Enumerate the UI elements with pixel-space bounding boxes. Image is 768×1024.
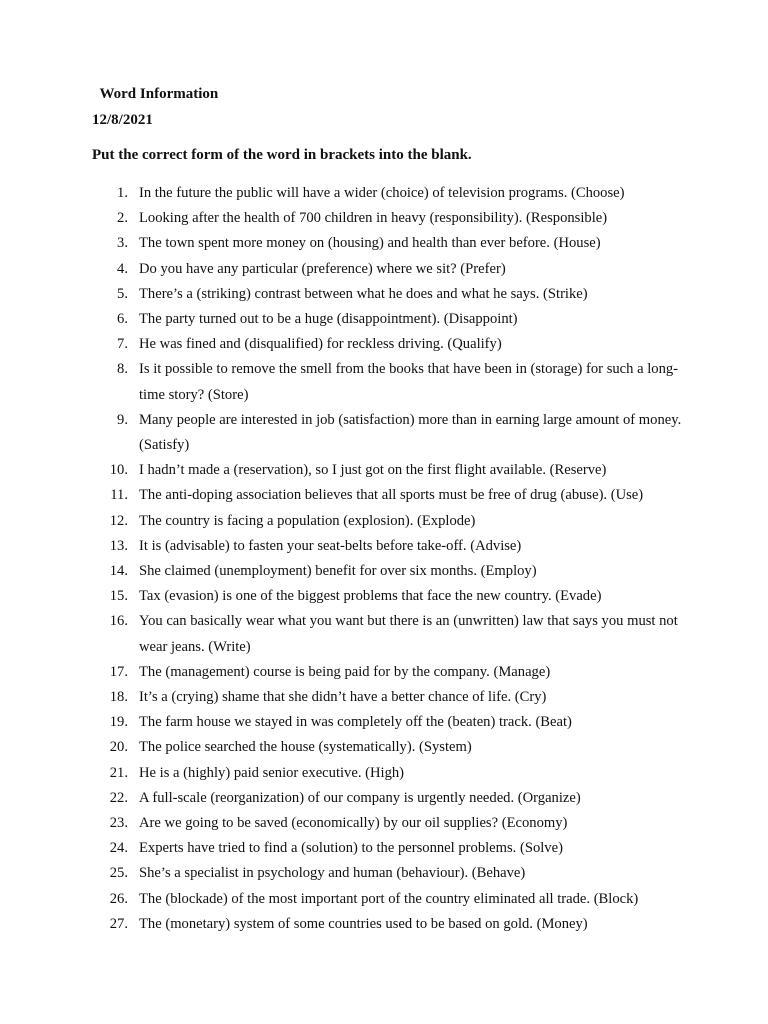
list-item: [0, 231, 684, 256]
list-item-number: 1.: [117, 185, 128, 201]
list-item-number: 19.: [109, 714, 128, 731]
list-item-text: She claimed (unemployment) benefit for over six months. (Employ): [139, 563, 537, 580]
document-date: 12/8/2021: [92, 112, 153, 128]
list-item-number: 3.: [117, 235, 128, 252]
list-item: [0, 735, 684, 760]
list-item: [0, 206, 684, 231]
list-item: [0, 811, 684, 836]
list-item-text: In the future the public will have a wider (choice) of television programs. (Choose): [139, 185, 625, 201]
list-item: [0, 912, 684, 937]
list-item-text: Are we going to be saved (economically) by our oil supplies? (Economy): [139, 815, 568, 832]
list-item: [0, 357, 684, 407]
list-item-text: Do you have any particular (preference) where we sit? (Prefer): [139, 260, 506, 277]
list-item-text: The (management) course is being paid for by the company. (Manage): [139, 663, 551, 680]
list-item-number: 22.: [109, 789, 128, 806]
list-item: [0, 332, 684, 357]
list-item-text: There’s a (striking) contrast between what he does and what he says. (Strike): [139, 285, 588, 302]
list-item-number: 8.: [117, 361, 128, 378]
list-item-number: 13.: [109, 537, 128, 554]
list-item-text: A full-scale (reorganization) of our company is urgently needed. (Organize): [139, 789, 581, 806]
list-item-number: 12.: [109, 512, 128, 529]
list-item-text: She’s a specialist in psychology and human (behaviour). (Behave): [139, 865, 526, 882]
list-item-text: He was fined and (disqualified) for reckless driving. (Qualify): [139, 336, 502, 353]
list-item-number: 27.: [109, 915, 128, 932]
exercise-list: [0, 181, 768, 937]
list-item-number: 6.: [117, 311, 128, 328]
list-item-text: The anti-doping association believes that all sports must be free of drug (abuse). (Use): [139, 487, 644, 504]
list-item-text: The country is facing a population (explosion). (Explode): [139, 512, 476, 529]
list-item-text: It’s a (crying) shame that she didn’t have a better chance of life. (Cry): [139, 689, 547, 706]
list-item-text: The (monetary) system of some countries used to be based on gold. (Money): [139, 915, 588, 932]
list-item: [0, 887, 684, 912]
list-item-number: 2.: [117, 210, 128, 227]
list-item-number: 24.: [109, 840, 128, 857]
list-item-number: 11.: [110, 487, 128, 504]
list-item-number: 21.: [109, 764, 128, 781]
list-item-text: The town spent more money on (housing) and health than ever before. (House): [139, 235, 601, 252]
list-item-number: 14.: [109, 563, 128, 580]
list-item: [0, 609, 684, 659]
list-item-number: 25.: [109, 865, 128, 882]
list-item-text: The party turned out to be a huge (disappointment). (Disappoint): [139, 311, 518, 328]
list-item-text: Looking after the health of 700 children in heavy (responsibility). (Responsible): [139, 210, 608, 227]
list-item-number: 18.: [109, 689, 128, 706]
list-item-text: The farm house we stayed in was completely off the (beaten) track. (Beat): [139, 714, 572, 731]
list-item-text: He is a (highly) paid senior executive. (High): [139, 764, 405, 781]
list-item-number: 20.: [109, 739, 128, 756]
list-item-text: You can basically wear what you want but there is an (unwritten) law that says you must not wear jeans. (Write): [139, 613, 678, 655]
list-item-number: 10.: [109, 462, 128, 479]
list-item-number: 5.: [117, 285, 128, 302]
list-item-number: 16.: [109, 613, 128, 630]
list-item-number: 7.: [117, 336, 128, 353]
list-item: [0, 408, 684, 458]
list-item: [0, 257, 684, 282]
list-item-text: Is it possible to remove the smell from the books that have been in (storage) for such a long-time story? (Store): [139, 361, 679, 403]
instruction-text: Put the correct form of the word in brackets into the blank.: [92, 147, 472, 163]
list-item-text: I hadn’t made a (reservation), so I just got on the first flight available. (Reserve): [139, 462, 607, 479]
list-item: [0, 761, 684, 786]
list-item-number: 15.: [109, 588, 128, 605]
list-item-text: Experts have tried to find a (solution) to the personnel problems. (Solve): [139, 840, 563, 857]
list-item: [0, 307, 684, 332]
list-item: [0, 861, 684, 886]
list-item: [0, 660, 684, 685]
list-item-text: The police searched the house (systematically). (System): [139, 739, 472, 756]
list-item: [0, 509, 684, 534]
list-item-text: The (blockade) of the most important port of the country eliminated all trade. (Block): [139, 890, 639, 907]
list-item-number: 26.: [109, 890, 128, 907]
list-item: [0, 685, 684, 710]
list-item-number: 4.: [117, 260, 128, 277]
list-item: [0, 584, 684, 609]
list-item-number: 9.: [117, 411, 128, 428]
list-item: [0, 786, 684, 811]
list-item: [0, 710, 684, 735]
list-item: [0, 483, 684, 508]
list-item: [0, 181, 684, 206]
list-item: [0, 458, 684, 483]
list-item-text: Tax (evasion) is one of the biggest problems that face the new country. (Evade): [139, 588, 602, 605]
list-item-number: 23.: [109, 815, 128, 832]
list-item-text: Many people are interested in job (satisfaction) more than in earning large amount of money. (Satisfy): [139, 411, 682, 454]
list-item: [0, 559, 684, 584]
list-item-text: It is (advisable) to fasten your seat-belts before take-off. (Advise): [139, 537, 522, 554]
list-item: [0, 534, 684, 559]
list-item-number: 17.: [109, 663, 128, 680]
document-title: Word Information: [96, 86, 219, 102]
list-item: [0, 836, 684, 861]
list-item: [0, 282, 684, 307]
